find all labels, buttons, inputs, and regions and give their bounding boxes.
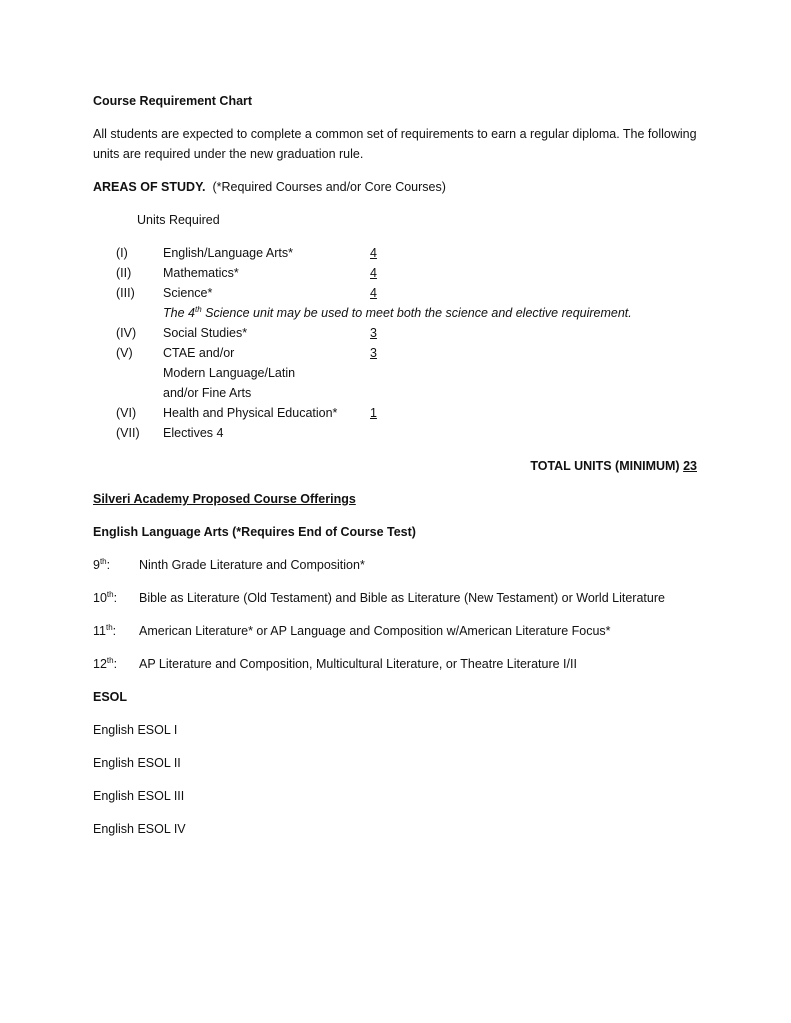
total-label: TOTAL UNITS (MINIMUM) — [530, 459, 680, 473]
units-required-label: Units Required — [137, 213, 220, 227]
total-units — [93, 456, 697, 476]
requirement-row — [93, 403, 703, 423]
requirement-name: Modern Language/Latin — [163, 366, 296, 380]
ela-heading: English Language Arts (*Requires End of Course Test) — [93, 525, 416, 539]
grade-row — [93, 555, 703, 575]
requirement-name: and/or Fine Arts — [163, 386, 252, 400]
requirement-units: 1 — [370, 406, 377, 420]
esol-item: English ESOL III — [93, 789, 185, 803]
requirement-units: 3 — [370, 326, 377, 340]
grade-row — [93, 654, 703, 674]
grade-courses: American Literature* or AP Language and Composition w/American Literature Focus* — [139, 624, 611, 638]
requirement-row — [93, 423, 703, 443]
offerings-heading: Silveri Academy Proposed Course Offerings — [93, 492, 356, 506]
requirement-number — [93, 363, 163, 383]
grade-sup: th — [106, 589, 114, 599]
requirement-row — [93, 343, 703, 363]
requirement-row — [93, 363, 703, 383]
grade-number: 11 — [93, 624, 106, 638]
esol-item: English ESOL I — [93, 723, 178, 737]
esol-item: English ESOL II — [93, 756, 181, 770]
requirement-units: 4 — [370, 246, 377, 260]
requirement-number: (VI) — [116, 406, 137, 420]
grade-sup: th — [106, 655, 114, 665]
requirement-row — [93, 283, 703, 303]
areas-subtitle: (*Required Courses and/or Core Courses) — [212, 180, 446, 194]
grade-colon: : — [113, 591, 118, 605]
esol-item: English ESOL IV — [93, 822, 186, 836]
grade-number: 12 — [93, 657, 107, 671]
requirement-units: 3 — [370, 346, 377, 360]
grade-sup: th — [99, 556, 107, 566]
requirement-row — [93, 243, 703, 263]
requirement-name: CTAE and/or — [163, 346, 235, 360]
requirement-number: (III) — [116, 286, 135, 300]
requirement-units: 4 — [370, 266, 377, 280]
requirement-row — [93, 263, 703, 283]
requirement-name: Science* — [163, 286, 213, 300]
requirement-number: (II) — [116, 266, 132, 280]
grade-row — [93, 588, 703, 608]
requirement-row — [93, 323, 703, 343]
requirements-table — [93, 243, 703, 443]
areas-heading: AREAS OF STUDY. — [93, 180, 206, 194]
requirement-name: Health and Physical Education* — [163, 406, 338, 420]
grade-courses: Bible as Literature (Old Testament) and Bible as Literature (New Testament) or World Literature — [139, 591, 665, 605]
document-page — [93, 91, 703, 852]
science-note-sup: th — [194, 304, 202, 314]
page-title: Course Requirement Chart — [93, 94, 253, 108]
science-note-post: Science unit may be used to meet both the science and elective requirement. — [201, 306, 632, 320]
total-value: 23 — [683, 459, 697, 473]
grade-colon: : — [113, 657, 118, 671]
requirement-number — [93, 383, 163, 403]
requirement-name: Social Studies* — [163, 326, 248, 340]
grade-sup: th — [105, 622, 113, 632]
requirement-number: (IV) — [116, 326, 137, 340]
grade-courses: Ninth Grade Literature and Composition* — [139, 558, 365, 572]
grade-colon: : — [106, 558, 111, 572]
requirement-number: (VII) — [116, 426, 140, 440]
grade-row — [93, 621, 703, 641]
grade-courses: AP Literature and Composition, Multicultural Literature, or Theatre Literature I/II — [139, 657, 577, 671]
esol-heading: ESOL — [93, 690, 128, 704]
requirement-units: 4 — [370, 286, 377, 300]
requirement-name: English/Language Arts* — [163, 246, 293, 260]
grade-number: 10 — [93, 591, 107, 605]
science-note-pre: The 4 — [163, 306, 195, 320]
requirement-number: (V) — [116, 346, 133, 360]
requirement-name: Mathematics* — [163, 266, 239, 280]
science-note — [93, 303, 703, 323]
areas-of-study — [93, 177, 703, 197]
grade-number: 9 — [93, 558, 100, 572]
requirement-row — [93, 383, 703, 403]
requirement-number: (I) — [116, 246, 128, 260]
grade-colon: : — [112, 624, 117, 638]
intro-paragraph: All students are expected to complete a common set of requirements to earn a regular diploma. The following units are required under the new graduation rule. — [93, 127, 697, 161]
requirement-name: Electives 4 — [163, 426, 224, 440]
